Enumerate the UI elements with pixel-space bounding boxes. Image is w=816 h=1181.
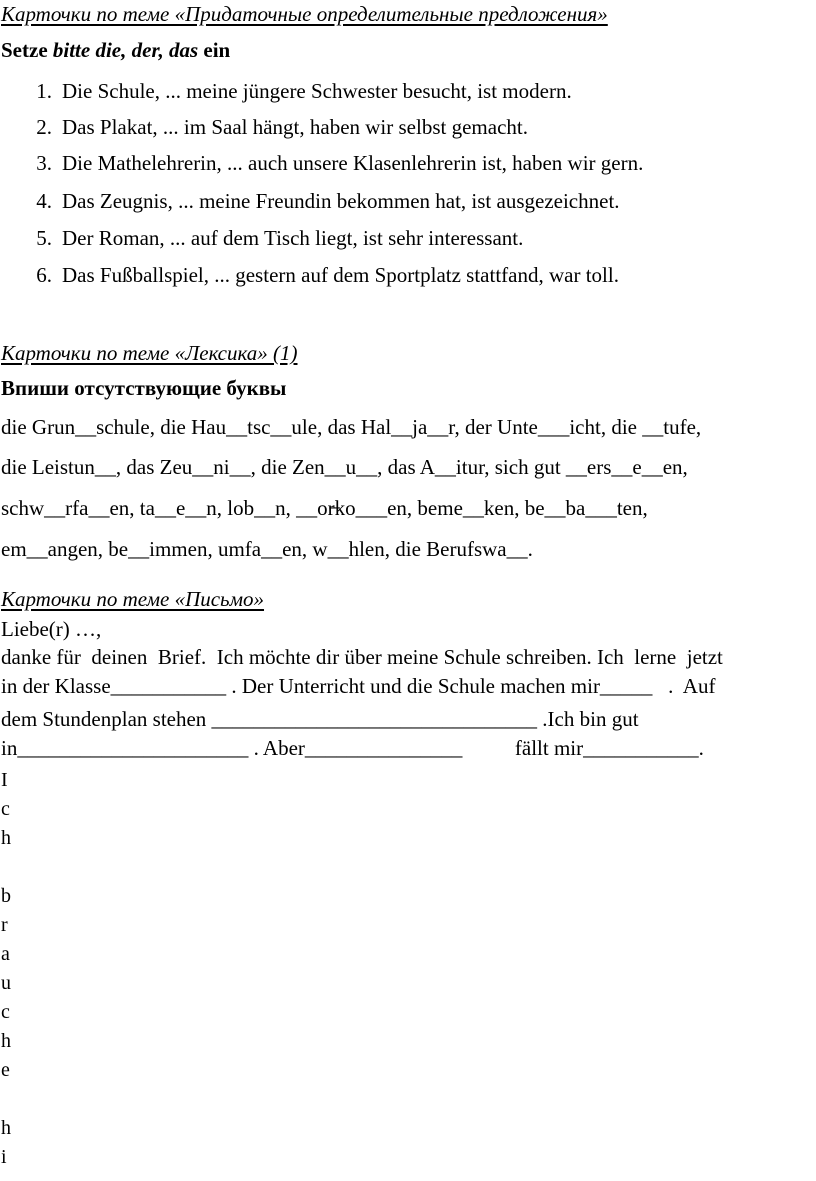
- vertical-letter: h: [1, 827, 11, 849]
- card2-line: die Grun__schule, die Hau__tsc__ule, das Hal__ja__r, der Unte___icht, die __tufe,: [1, 415, 702, 439]
- card3-line: dem Stundenplan stehen _______________________________ .Ich bin gut: [1, 707, 639, 731]
- card1-title: Карточки по теме «Придаточные определительные предложения»: [1, 2, 608, 26]
- card1-item-text: Die Mathelehrerin, ... auch unsere Klasenlehrerin ist, haben wir gern.: [62, 151, 644, 175]
- card1-item-number: 1.: [36, 79, 52, 103]
- card1-item-number: 5.: [36, 226, 52, 250]
- vertical-letter: r: [1, 914, 8, 936]
- card2-line: schw__rfa__en, ta__e__n, lob__n, __or̶ko___en, beme__ken, be__ba___ten,: [1, 496, 648, 520]
- card2-title: Карточки по теме «Лексика» (1): [1, 341, 298, 365]
- vertical-letter: e: [1, 1059, 10, 1081]
- card3-line: danke für deinen Brief. Ich möchte dir über meine Schule schreiben. Ich lerne jetzt: [1, 645, 723, 669]
- vertical-letter: c: [1, 798, 10, 820]
- card2-line: die Leistun__, das Zeu__ni__, die Zen__u__, das A__itur, sich gut __ers__e__en,: [1, 455, 688, 479]
- card1-item-text: Die Schule, ... meine jüngere Schwester besucht, ist modern.: [62, 79, 572, 103]
- card3-title: Карточки по теме «Письмо»: [1, 587, 265, 611]
- card1-item-number: 4.: [36, 189, 52, 213]
- vertical-letter: h: [1, 1030, 11, 1052]
- vertical-letter: h: [1, 1117, 11, 1139]
- card3-line: in______________________ . Aber_______________ fällt mir___________.: [1, 736, 704, 760]
- card3-greeting: Liebe(r) …,: [1, 617, 102, 641]
- card1-item-text: Das Plakat, ... im Saal hängt, haben wir selbst gemacht.: [62, 115, 528, 139]
- card1-instruction: [1, 38, 230, 63]
- card1-item-text: Das Fußballspiel, ... gestern auf dem Sportplatz stattfand, war toll.: [62, 263, 619, 287]
- card1-instruction-part-b: bitte die, der, das: [52, 38, 199, 62]
- card1-item-number: 6.: [36, 263, 52, 287]
- card1-item-number: 2.: [36, 115, 52, 139]
- card1-instruction-part-c: ein: [198, 38, 231, 62]
- card1-item-text: Das Zeugnis, ... meine Freundin bekommen hat, ist ausgezeichnet.: [62, 189, 620, 213]
- card3-line: in der Klasse___________ . Der Unterricht und die Schule machen mir_____ . Auf: [1, 674, 716, 698]
- vertical-letter: b: [1, 885, 11, 907]
- vertical-letter: I: [1, 769, 8, 791]
- card1-item-number: 3.: [36, 151, 52, 175]
- card2-line: em__angen, be__immen, umfa__en, w__hlen, die Berufswa__.: [1, 537, 533, 561]
- card2-instruction: Впиши отсутствующие буквы: [1, 376, 287, 400]
- vertical-letter: a: [1, 943, 10, 965]
- vertical-letter: u: [1, 972, 11, 994]
- vertical-letter: i: [1, 1146, 7, 1168]
- card1-item-text: Der Roman, ... auf dem Tisch liegt, ist sehr interessant.: [62, 226, 524, 250]
- vertical-letter: c: [1, 1001, 10, 1023]
- card1-instruction-part-a: Setze: [1, 38, 53, 62]
